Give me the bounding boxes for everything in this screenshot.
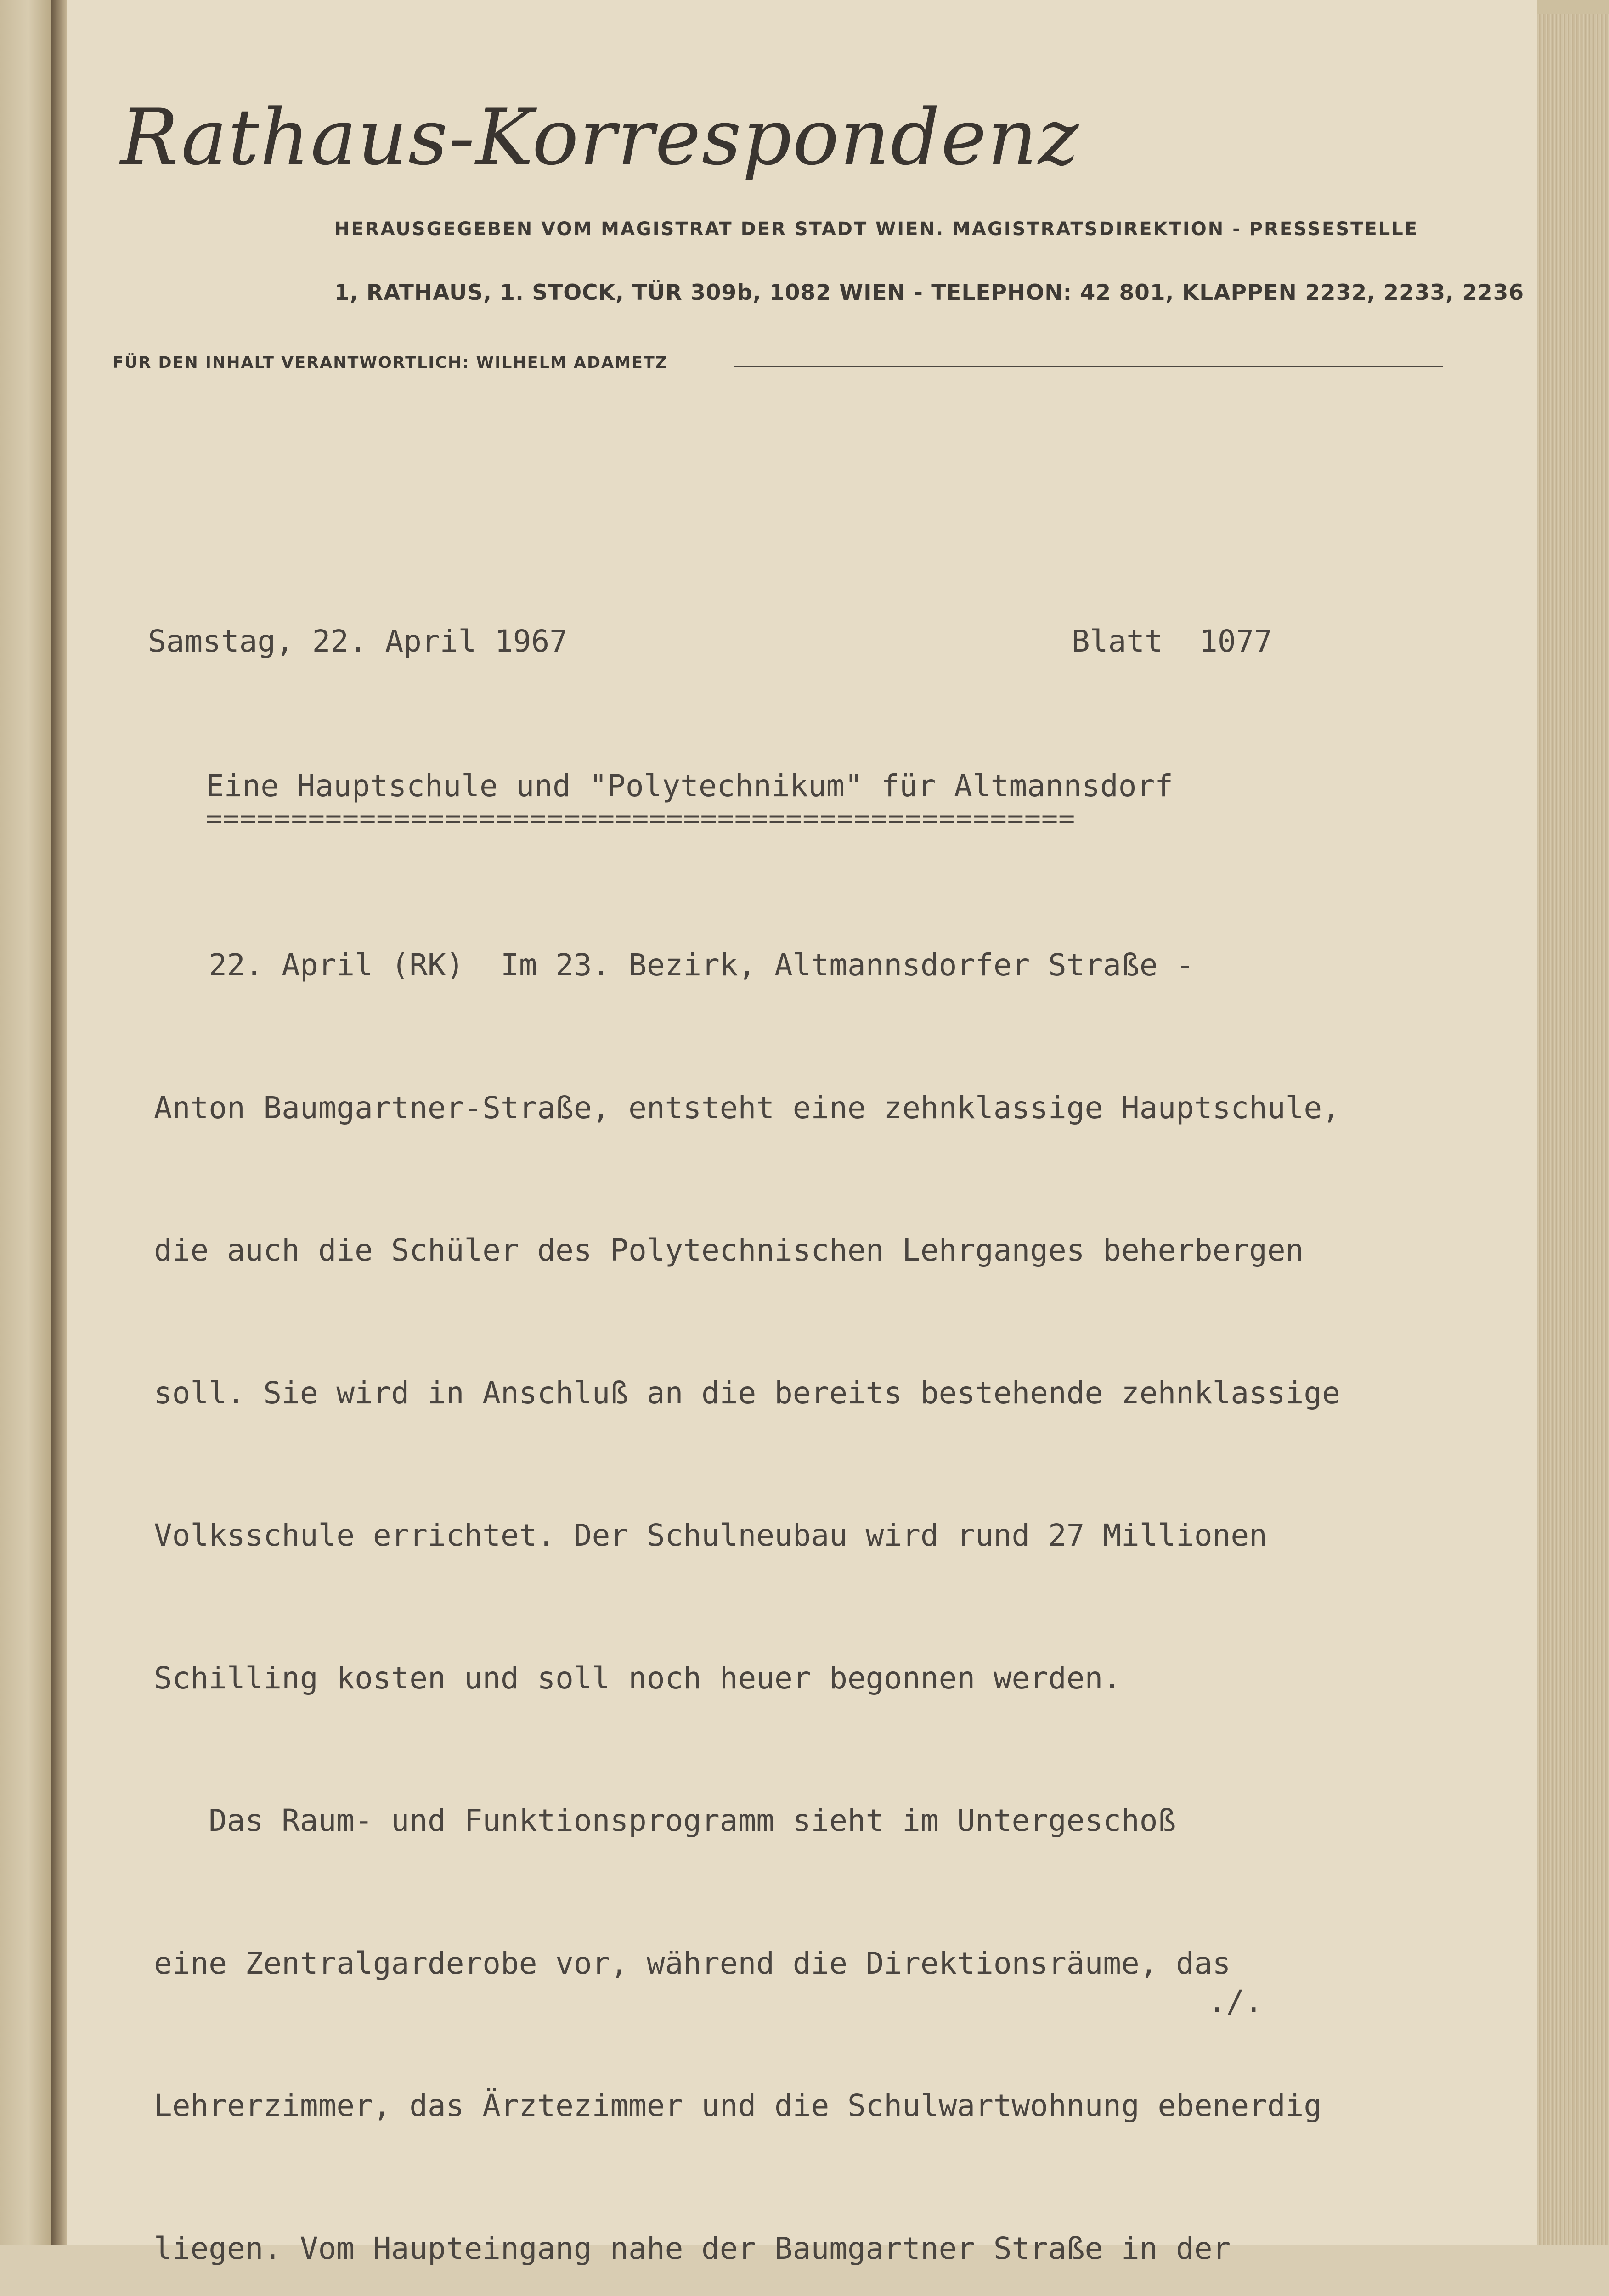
sheet-number: Blatt 1077 xyxy=(1072,624,1273,659)
article-body xyxy=(154,846,1395,2296)
article-headline: Eine Hauptschule und "Polytechnikum" für Altmannsdorf xyxy=(206,768,1173,804)
continuation-mark: ./. xyxy=(1208,1984,1263,2019)
body-line: Das Raum- und Funktionsprogramm sieht im Untergeschoß xyxy=(154,1803,1176,1838)
body-line: 22. April (RK) Im 23. Bezirk, Altmannsdorfer Straße - xyxy=(154,947,1194,983)
body-line: soll. Sie wird in Anschluß an die bereits bestehende zehnklassige xyxy=(154,1375,1340,1411)
body-line: die auch die Schüler des Polytechnischen Lehrganges beherbergen xyxy=(154,1232,1304,1268)
page-stack-top xyxy=(1537,0,1609,14)
body-line: Volksschule errichtet. Der Schulneubau wird rund 27 Millionen xyxy=(154,1518,1267,1553)
body-line: Lehrerzimmer, das Ärztezimmer und die Schulwartwohnung ebenerdig xyxy=(154,2088,1322,2123)
left-page-edge xyxy=(0,0,51,2245)
headline-underline: =================================================== xyxy=(206,803,1076,835)
body-line: Schilling kosten und soll noch heuer begonnen werden. xyxy=(154,1660,1121,1696)
body-line: eine Zentralgarderobe vor, während die Direktionsräume, das xyxy=(154,1945,1231,1981)
body-line: Anton Baumgartner-Straße, entsteht eine zehnklassige Hauptschule, xyxy=(154,1090,1340,1125)
page-stack-edges xyxy=(1537,14,1609,2245)
letterhead-publisher: HERAUSGEGEBEN VOM MAGISTRAT DER STADT WIEN. MAGISTRATSDIREKTION - PRESSESTELLE xyxy=(334,219,1419,240)
body-line: liegen. Vom Haupteingang nahe der Baumgartner Straße in der xyxy=(154,2230,1231,2266)
letterhead-rule xyxy=(734,366,1443,367)
letterhead-address: 1, RATHAUS, 1. STOCK, TÜR 309b, 1082 WIEN - TELEPHON: 42 801, KLAPPEN 2232, 2233, 2236 xyxy=(334,280,1524,305)
letterhead-responsible: FÜR DEN INHALT VERANTWORTLICH: WILHELM ADAMETZ xyxy=(113,354,668,372)
letterhead-title: Rathaus-Korrespondenz xyxy=(120,92,1080,182)
book-gutter xyxy=(51,0,67,2245)
dateline-date: Samstag, 22. April 1967 xyxy=(148,624,568,659)
